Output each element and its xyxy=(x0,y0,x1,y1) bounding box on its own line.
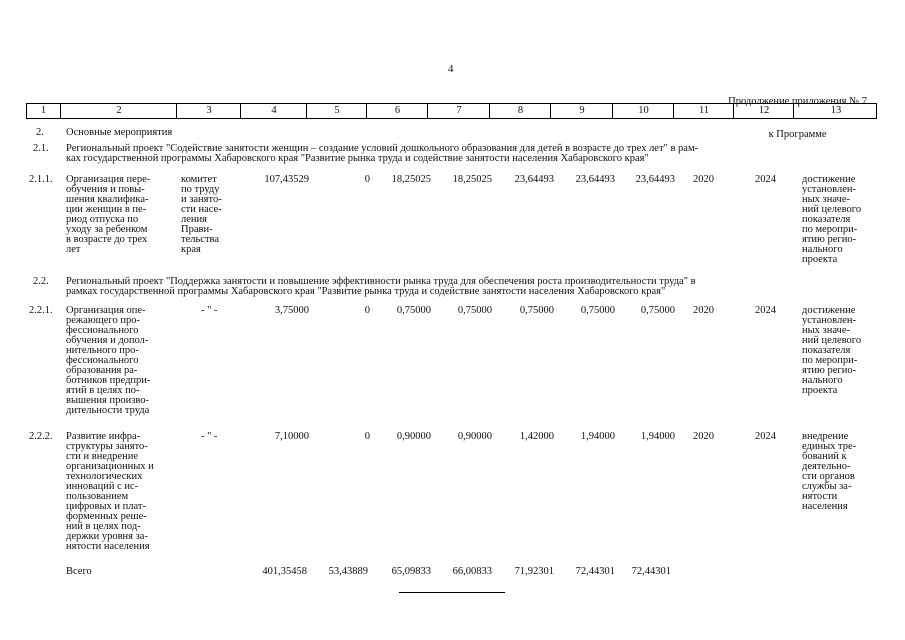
section-title: Региональный проект "Содействие занятости женщин – создание условий дошкольного образования для детей в возрасте до трех лет" в рам- ках государственной программы Хабаровского края "Развитие рынка труда и содействие занятости населения Хабаровского края" xyxy=(66,143,699,164)
value-2024: 1,94000 xyxy=(640,431,675,442)
value-2022: 23,64493 xyxy=(514,174,554,185)
value-2023: 1,94000 xyxy=(580,431,615,442)
footer-divider xyxy=(399,592,505,593)
appendix-line-1: Продолжение приложения № 7 xyxy=(728,96,867,107)
row-number: 2.2.1. xyxy=(29,305,53,316)
expected-result: достижение установлен- ных значе- ний целевого показателя по меропри- ятию регио- нального проекта xyxy=(802,174,862,265)
value-2020: 0,75000 xyxy=(396,305,431,316)
expected-result: внедрение единых тре- бований к деятельно- сти органов службы за- нятости населения xyxy=(802,431,857,512)
section-number: 2. xyxy=(36,127,44,138)
start-year: 2020 xyxy=(693,305,714,316)
col-header: 2 xyxy=(60,104,177,118)
col-header: 12 xyxy=(733,104,794,118)
col-header: 8 xyxy=(489,104,551,118)
value-2019: 0 xyxy=(364,431,370,442)
section-title: Основные мероприятия xyxy=(66,127,173,138)
executor: - " - xyxy=(201,431,218,442)
total-value: 65,09833 xyxy=(391,566,431,577)
section-title: Региональный проект "Поддержка занятости и повышение эффективности рынка труда для обеспечения роста производительности труда" в рамках государственной программы Хабаровского края "Развитие рынка труда и содействие занятости населения Хабаровского края" xyxy=(66,276,696,297)
total-value: 66,00833 xyxy=(452,566,492,577)
col-header: 6 xyxy=(366,104,428,118)
total-label: Всего xyxy=(66,566,92,577)
value-total: 107,43529 xyxy=(264,174,309,185)
value-2024: 0,75000 xyxy=(640,305,675,316)
col-header: 5 xyxy=(306,104,367,118)
executor: - " - xyxy=(201,305,218,316)
end-year: 2024 xyxy=(755,174,776,185)
col-header: 10 xyxy=(612,104,674,118)
value-2020: 0,90000 xyxy=(396,431,431,442)
appendix-line-2: к Программе xyxy=(768,129,827,140)
col-header: 4 xyxy=(240,104,307,118)
section-number: 2.1. xyxy=(33,143,49,154)
section-number: 2.2. xyxy=(33,276,49,287)
value-2023: 23,64493 xyxy=(575,174,615,185)
value-2021: 18,25025 xyxy=(452,174,492,185)
value-2022: 1,42000 xyxy=(519,431,554,442)
start-year: 2020 xyxy=(693,431,714,442)
total-value: 72,44301 xyxy=(631,566,671,577)
activity-name: Организация пере- обучения и повы- шения квалифика- ции женщин в пе- риод отпуска по уходу за ребенком в возрасте до трех лет xyxy=(66,174,151,255)
col-header: 11 xyxy=(673,104,734,118)
activity-name: Развитие инфра- структуры занято- сти и внедрение организационных и технологических инноваций с ис- пользованием цифровых и плат- форменных реше- ний в целях под- держки уровня за- нятости населения xyxy=(66,431,154,552)
row-number: 2.2.2. xyxy=(29,431,53,442)
activity-name: Организация опе- режающего про- фессионального обучения и допол- нительного про- фессионального образования ра- ботников предпри- ятий в целях по- вышения произво- дительности труда xyxy=(66,305,151,416)
row-number: 2.1.1. xyxy=(29,174,53,185)
expected-result: достижение установлен- ных значе- ний целевого показателя по меропри- ятию регио- нального проекта xyxy=(802,305,862,396)
value-2024: 23,64493 xyxy=(635,174,675,185)
col-header: 1 xyxy=(40,105,47,116)
total-value: 53,43889 xyxy=(328,566,368,577)
page-number: 4 xyxy=(448,63,454,75)
value-2019: 0 xyxy=(364,305,370,316)
column-header-row xyxy=(26,103,877,119)
total-value: 71,92301 xyxy=(514,566,554,577)
start-year: 2020 xyxy=(693,174,714,185)
total-value: 401,35458 xyxy=(262,566,307,577)
value-2021: 0,90000 xyxy=(457,431,492,442)
value-total: 7,10000 xyxy=(274,431,309,442)
value-2022: 0,75000 xyxy=(519,305,554,316)
total-value: 72,44301 xyxy=(575,566,615,577)
value-2021: 0,75000 xyxy=(457,305,492,316)
col-header: 13 xyxy=(793,104,878,118)
col-header: 7 xyxy=(427,104,490,118)
end-year: 2024 xyxy=(755,431,776,442)
col-header: 3 xyxy=(176,104,241,118)
value-2020: 18,25025 xyxy=(391,174,431,185)
end-year: 2024 xyxy=(755,305,776,316)
value-2019: 0 xyxy=(364,174,370,185)
value-2023: 0,75000 xyxy=(580,305,615,316)
col-header: 9 xyxy=(550,104,613,118)
value-total: 3,75000 xyxy=(274,305,309,316)
executor: комитет по труду и занято- сти насе- ления Прави- тельства края xyxy=(181,174,222,255)
